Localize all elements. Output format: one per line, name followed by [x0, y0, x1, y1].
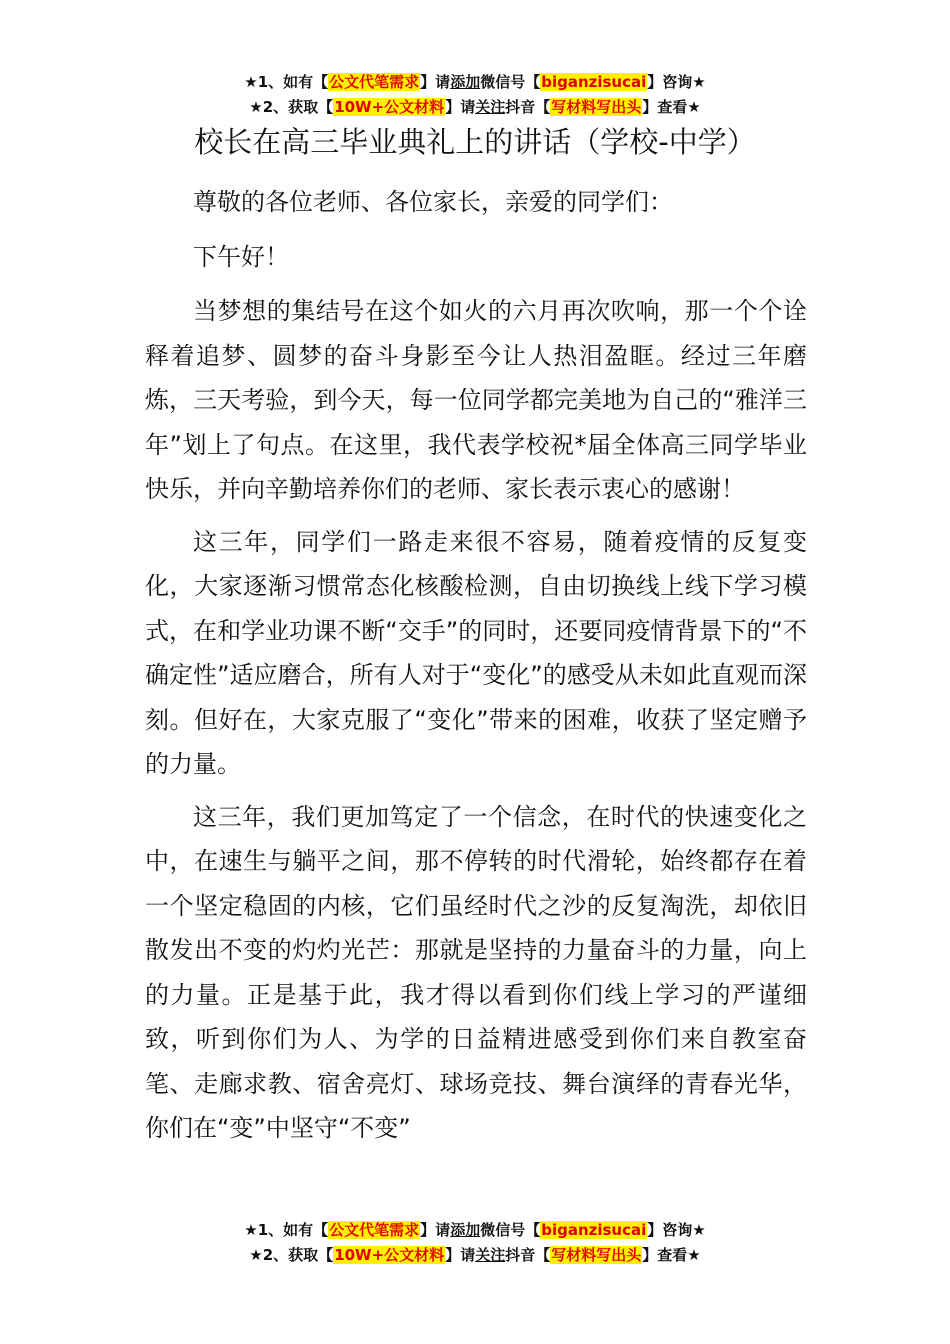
- document-body: [145, 180, 807, 1159]
- promo-line-2: [0, 95, 950, 120]
- document-title: 校长在高三毕业典礼上的讲话（学校-中学）: [194, 125, 756, 159]
- promo-wechat-id: biganzisucai: [541, 73, 647, 91]
- body-paragraph: 这三年，我们更加笃定了一个信念，在时代的快速变化之中，在速生与躺平之间，那不停转的时代滑轮，始终都存在着一个坚定稳固的内核，它们虽经时代之沙的反复淘洗，却依旧散发出不变的灼灼光芒：那就是坚持的力量奋斗的力量，向上的力量。正是基于此，我才得以看到你们线上学习的严谨细致，听到你们为人、为学的日益精进感受到你们来自教室奋笔、走廊求教、宿舍亮灯、球场竞技、舞台演绎的青春光华，你们在“变”中坚守“不变”: [145, 802, 807, 1142]
- promo-text: 】请: [420, 1221, 451, 1239]
- promo-text: 】查看★: [642, 1246, 701, 1264]
- promo-banner-top: [0, 70, 950, 120]
- promo-text: ★2、获取【: [249, 98, 334, 116]
- promo-text: 微信号【: [480, 1221, 541, 1239]
- promo-underlined: 添加: [450, 1221, 481, 1239]
- promo-underlined: 添加: [450, 73, 481, 91]
- promo-highlight: 10W+公文材料: [334, 98, 445, 116]
- promo-douyin-id: 写材料写出头: [551, 1246, 642, 1264]
- promo-text: ★2、获取【: [249, 1246, 334, 1264]
- promo-text: ★1、如有【: [244, 1221, 329, 1239]
- promo-text: ★1、如有【: [244, 73, 329, 91]
- body-paragraph: 当梦想的集结号在这个如火的六月再次吹响，那一个个诠释着追梦、圆梦的奋斗身影至今让人热泪盈眶。经过三年磨炼，三天考验，到今天，每一位同学都完美地为自己的“雅洋三年”划上了句点。在这里，我代表学校祝*届全体高三同学毕业快乐，并向辛勤培养你们的老师、家长表示衷心的感谢！: [145, 297, 807, 503]
- salutation: 尊敬的各位老师、各位家长，亲爱的同学们：: [193, 188, 673, 216]
- promo-text: 】请: [420, 73, 451, 91]
- promo-line-1: [0, 70, 950, 95]
- promo-underlined: 关注: [475, 98, 506, 116]
- promo-line-1: [0, 1218, 950, 1243]
- promo-highlight: 公文代笔需求: [329, 73, 420, 91]
- promo-text: 】咨询★: [647, 1221, 706, 1239]
- promo-text: 抖音【: [505, 98, 551, 116]
- promo-highlight: 10W+公文材料: [334, 1246, 445, 1264]
- promo-line-2: [0, 1243, 950, 1268]
- greeting: 下午好！: [193, 242, 289, 271]
- body-paragraph: 这三年，同学们一路走来很不容易，随着疫情的反复变化，大家逐渐习惯常态化核酸检测，自由切换线上线下学习模式，在和学业功课不断“交手”的同时，还要同疫情背景下的“不确定性”适应磨合，所有人对于“变化”的感受从未如此直观而深刻。但好在，大家克服了“变化”带来的困难，收获了坚定赠予的力量。: [145, 527, 807, 778]
- promo-wechat-id: biganzisucai: [541, 1221, 647, 1239]
- promo-text: 】请: [445, 1246, 476, 1264]
- promo-text: 】咨询★: [647, 73, 706, 91]
- promo-text: 】请: [445, 98, 476, 116]
- promo-text: 抖音【: [505, 1246, 551, 1264]
- promo-douyin-id: 写材料写出头: [551, 98, 642, 116]
- promo-text: 微信号【: [480, 73, 541, 91]
- promo-highlight: 公文代笔需求: [329, 1221, 420, 1239]
- promo-banner-bottom: [0, 1218, 950, 1268]
- promo-text: 】查看★: [642, 98, 701, 116]
- promo-underlined: 关注: [475, 1246, 506, 1264]
